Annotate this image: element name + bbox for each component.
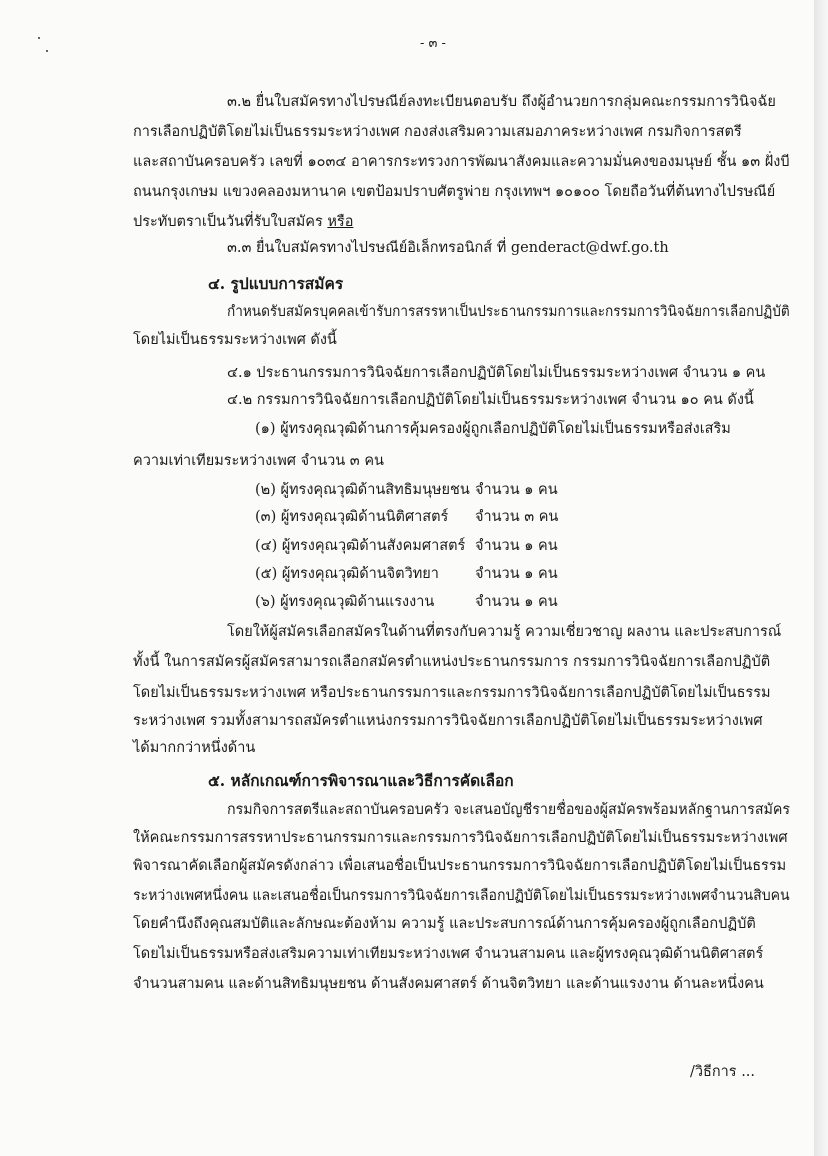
scan-speck [46,50,48,52]
expert-name: (๒) ผู้ทรงคุณวุฒิด้านสิทธิมนุษยชน [255,482,470,498]
text-line: ได้มากกว่าหนึ่งด้าน [133,740,256,756]
text-line: ๓.๒ ยื่นใบสมัครทางไปรษณีย์ลงทะเบียนตอบรับ ถึงผู้อำนวยการกลุ่มคณะกรรมการวินิจฉัย [227,94,776,110]
expert-count: จำนวน ๑ คน [475,482,558,498]
expert-name: (๕) ผู้ทรงคุณวุฒิด้านจิตวิทยา [255,566,439,582]
text-line: ๔.๑ ประธานกรรมการวินิจฉัยการเลือกปฏิบัติโดยไม่เป็นธรรมระหว่างเพศ จำนวน ๑ คน [227,365,766,381]
expert-name: (๓) ผู้ทรงคุณวุฒิด้านนิติศาสตร์ [255,509,449,525]
text-line: การเลือกปฏิบัติโดยไม่เป็นธรรมระหว่างเพศ กองส่งเสริมความเสมอภาคระหว่างเพศ กรมกิจการสตรี [133,124,742,140]
section-heading: ๔. รูปแบบการสมัคร [208,274,344,293]
text-line [133,212,353,232]
text-line: ระหว่างเพศ รวมทั้งสามารถสมัครตำแหน่งกรรมการวินิจฉัยการเลือกปฏิบัติโดยไม่เป็นธรรมระหว่างเพศ [133,713,763,729]
underlined-or: หรือ [327,214,354,230]
text-span: ประทับตราเป็นวันที่รับใบสมัคร [133,214,328,230]
text-line: ทั้งนี้ ในการสมัครผู้สมัครสามารถเลือกสมัครตำแหน่งประธานกรรมการ กรรมการวินิจฉัยการเลือกปฏิบัติ [133,654,771,670]
expert-name: (๔) ผู้ทรงคุณวุฒิด้านสังคมศาสตร์ [255,538,466,554]
text-line: ระหว่างเพศหนึ่งคน และเสนอชื่อเป็นกรรมการวินิจฉัยการเลือกปฏิบัติโดยไม่เป็นธรรมระหว่างเพศจำนวนสิบคน [133,888,790,904]
text-line: ๓.๓ ยื่นใบสมัครทางไปรษณีย์อิเล็กทรอนิกส์ ที่ genderact@dwf.go.th [227,240,669,256]
text-line: ความเท่าเทียมระหว่างเพศ จำนวน ๓ คน [133,453,384,469]
text-line: โดยไม่เป็นธรรมระหว่างเพศ หรือประธานกรรมการและกรรมการวินิจฉัยการเลือกปฏิบัติโดยไม่เป็นธรรม [133,685,771,701]
text-line: โดยให้ผู้สมัครเลือกสมัครในด้านที่ตรงกับความรู้ ความเชี่ยวชาญ ผลงาน และประสบการณ์ [227,624,782,640]
expert-count: จำนวน ๓ คน [475,509,559,525]
text-line: โดยคำนึงถึงคุณสมบัติและลักษณะต้องห้าม ความรู้ และประสบการณ์ด้านการคุ้มครองผู้ถูกเลือกปฏิบัติ [133,916,756,932]
expert-count: จำนวน ๑ คน [475,594,558,610]
text-line: โดยไม่เป็นธรรมระหว่างเพศ ดังนี้ [133,332,337,348]
page-number: - ๓ - [420,36,446,51]
text-line: พิจารณาคัดเลือกผู้สมัครดังกล่าว เพื่อเสนอชื่อเป็นประธานกรรมการวินิจฉัยการเลือกปฏิบัติโดยไม่เป็นธรรม [133,858,787,874]
text-line: กรมกิจการสตรีและสถาบันครอบครัว จะเสนอบัญชีรายชื่อของผู้สมัครพร้อมหลักฐานการสมัคร [227,802,791,818]
text-line: (๑) ผู้ทรงคุณวุฒิด้านการคุ้มครองผู้ถูกเลือกปฏิบัติโดยไม่เป็นธรรมหรือส่งเสริม [255,421,731,437]
text-line: ให้คณะกรรมการสรรหาประธานกรรมการและกรรมการวินิจฉัยการเลือกปฏิบัติโดยไม่เป็นธรรมระหว่างเพศ [133,830,788,846]
text-line: โดยไม่เป็นธรรมหรือส่งเสริมความเท่าเทียมระหว่างเพศ จำนวนสามคน และผู้ทรงคุณวุฒิด้านนิติศาสตร์ [133,946,764,962]
text-line: ถนนกรุงเกษม แขวงคลองมหานาค เขตป้อมปราบศัตรูพ่าย กรุงเทพฯ ๑๐๑๐๐ โดยถือวันที่ต้นทางไปรษณีย์ [133,184,776,200]
expert-count: จำนวน ๑ คน [475,566,558,582]
page-edge [814,0,828,1156]
expert-count: จำนวน ๑ คน [475,538,558,554]
expert-name: (๖) ผู้ทรงคุณวุฒิด้านแรงงาน [255,594,435,610]
text-line: และสถาบันครอบครัว เลขที่ ๑๐๓๔ อาคารกระทรวงการพัฒนาสังคมและความมั่นคงของมนุษย์ ชั้น ๑๓ ฝั่งบี [133,154,790,170]
scan-speck [38,37,40,39]
text-line: จำนวนสามคน และด้านสิทธิมนุษยชน ด้านสังคมศาสตร์ ด้านจิตวิทยา และด้านแรงงาน ด้านละหนึ่งคน [133,976,764,992]
section-heading: ๕. หลักเกณฑ์การพิจารณาและวิธีการคัดเลือก [208,771,514,790]
text-line: กำหนดรับสมัครบุคคลเข้ารับการสรรหาเป็นประธานกรรมการและกรรมการวินิจฉัยการเลือกปฏิบัติ [227,304,790,320]
text-line: ๔.๒ กรรมการวินิจฉัยการเลือกปฏิบัติโดยไม่เป็นธรรมระหว่างเพศ จำนวน ๑๐ คน ดังนี้ [227,392,754,408]
continuation-note: /วิธีการ ... [690,1064,756,1080]
